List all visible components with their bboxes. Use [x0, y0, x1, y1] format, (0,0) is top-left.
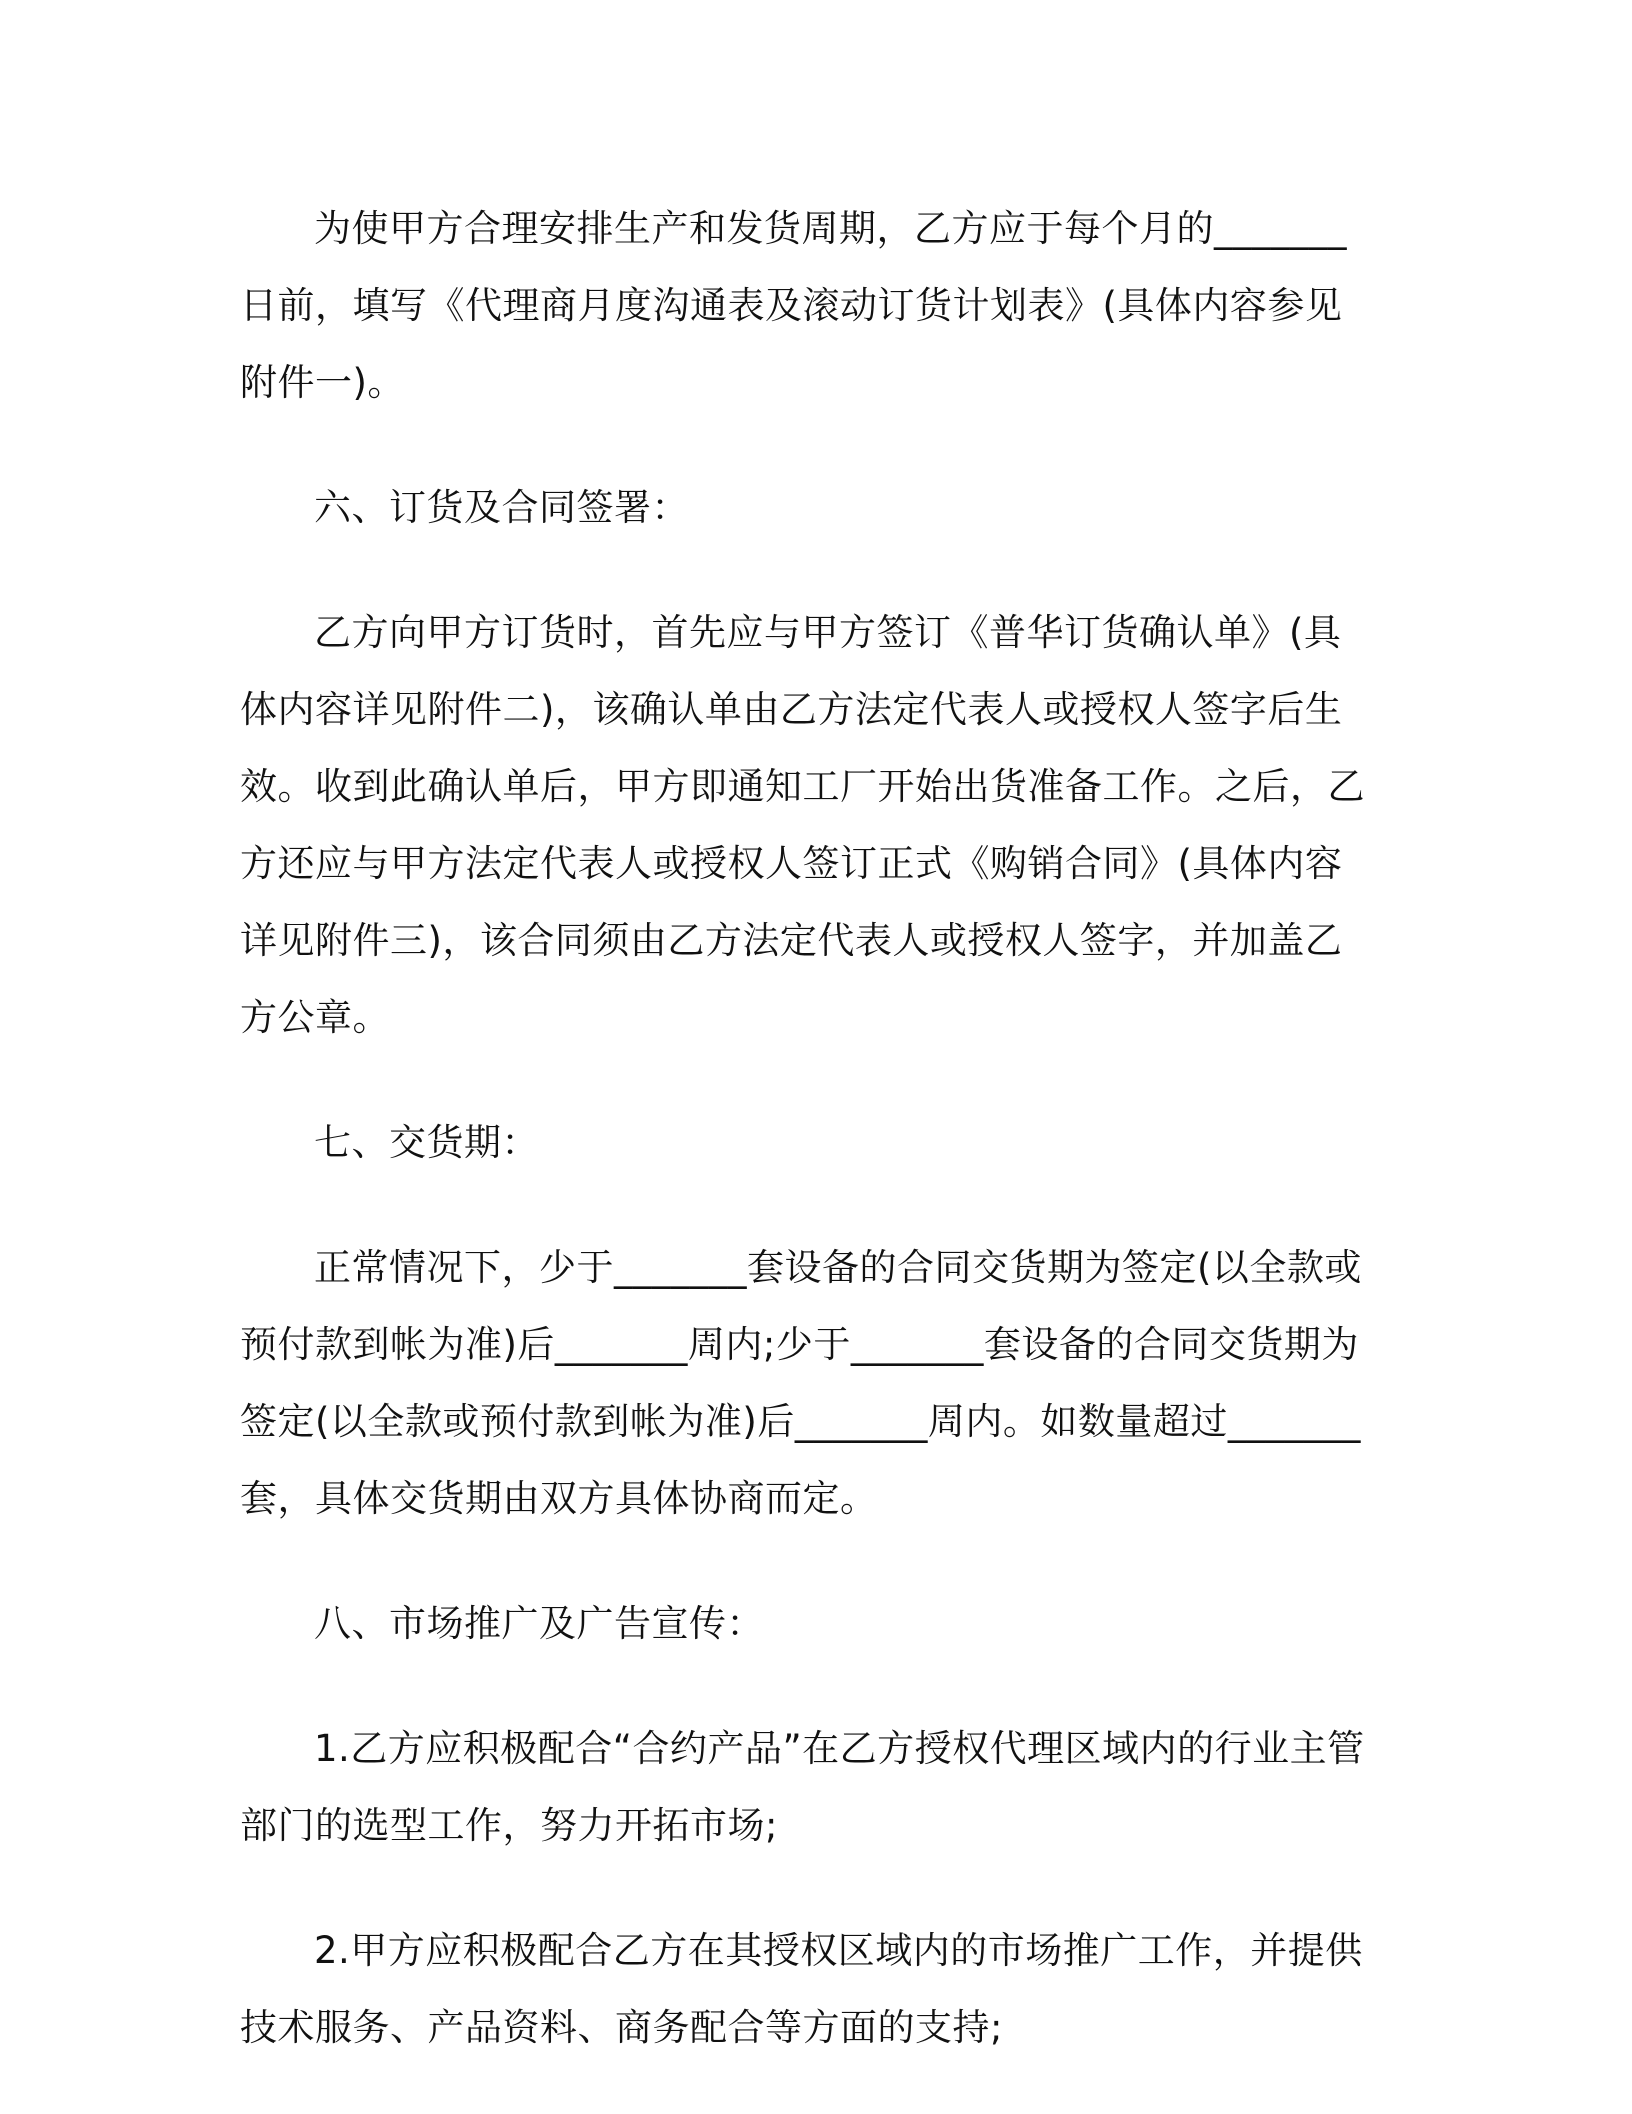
paragraph-item-one: 1.乙方应积极配合“合约产品”在乙方授权代理区域内的行业主管部门的选型工作，努力开拓市场; [240, 1727, 1365, 1847]
section-heading-seven: 七、交货期： [314, 1121, 539, 1164]
paragraph-delivery-period: 正常情况下，少于_______套设备的合同交货期为签定(以全款或预付款到帐为准)后_______周内;少于_______套设备的合同交货期为签定(以全款或预付款到帐为准)后_______周内。如数量超过_______套，具体交货期由双方具体协商而定。 [240, 1246, 1362, 1520]
document-body [240, 190, 1372, 2114]
paragraph-item-two: 2.甲方应积极配合乙方在其授权区域内的市场推广工作，并提供技术服务、产品资料、商务配合等方面的支持; [240, 1929, 1363, 2049]
section-heading-six: 六、订货及合同签署： [314, 486, 689, 529]
paragraph-order-schedule: 为使甲方合理安排生产和发货周期，乙方应于每个月的_______日前，填写《代理商月度沟通表及滚动订货计划表》(具体内容参见附件一)。 [240, 207, 1347, 404]
paragraph-order-confirmation: 乙方向甲方订货时，首先应与甲方签订《普华订货确认单》(具体内容详见附件二)，该确认单由乙方法定代表人或授权人签字后生效。收到此确认单后，甲方即通知工厂开始出货准备工作。之后，乙方还应与甲方法定代表人或授权人签订正式《购销合同》(具体内容详见附件三)，该合同须由乙方法定代表人或授权人签字，并加盖乙方公章。 [240, 611, 1365, 1039]
section-heading-eight: 八、市场推广及广告宣传： [314, 1602, 764, 1645]
